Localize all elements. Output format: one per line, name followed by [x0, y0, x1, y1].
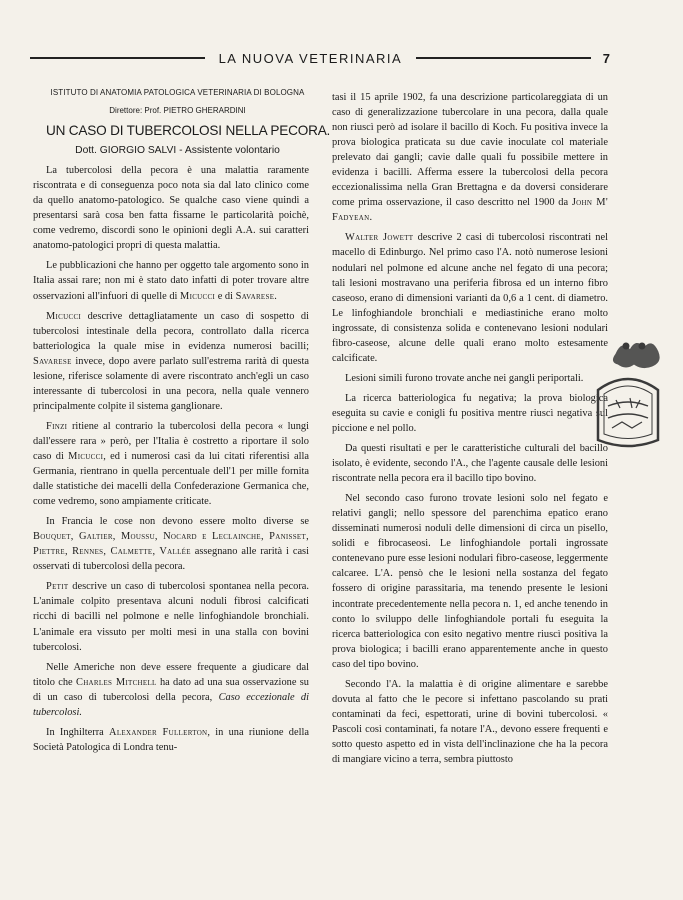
paragraph: Le pubblicazioni che hanno per oggetto tale argomento sono in Italia assai rare; non mi è stato dato infatti di poter trovare altre osservazioni all'infuori di quelle di Micucci e di Savarese.: [33, 260, 309, 302]
article-author: Dott. GIORGIO SALVI - Assistente volontario: [75, 145, 280, 157]
library-stamp-icon: [586, 332, 676, 450]
paragraph: Micucci descrive dettagliatamente un caso di sospetto di tubercolosi intestinale della pecora, controllato dalla ricerca batteriologica la quale mise in evidenza numerosi bacilli; Savarese invece, dopo avere parlato sull'estrema rarità di questa lesione, riferisce solamente di avere riscontrato anch'egli un caso interessante di tubercolosi in una pecora, nella quale vennero principalmente colpite il sistema ganglionare.: [33, 310, 309, 412]
cited-author: Micucci: [68, 450, 104, 462]
cited-author: Alexander Fullerton: [109, 726, 208, 738]
paragraph: tasi il 15 aprile 1902, fa una descrizione particolareggiata di un caso di generalizzazione tubercolare in una pecora, dalla quale non riuscì però ad isolare il bacillo di Koch. Fu positiva invece la prova biologica praticata su due cavie inoculate col materiale prelevato dai gangli; cavie dalle quali fu possibile mettere in evidenza i bacilli. Afferma essere la tubercolosi della pecora eccezionalissima nella Gran Brettagna e da doversi considerare come prima osservazione, il caso descritto nel 1900 da John M' Fadyean.: [332, 92, 608, 224]
cited-author: Savarese: [33, 355, 72, 367]
journal-title: LA NUOVA VETERINARIA: [218, 50, 403, 66]
paragraph: Lesioni simili furono trovate anche nei gangli periportali.: [345, 372, 584, 384]
running-header: [30, 46, 610, 70]
paragraph: La tubercolosi della pecora è una malattia raramente riscontrata e di conseguenza poco nota sia dal lato clinico come da quello anatomo-patologico. Se qualche caso viene quindi a presentarsi sarà cosa ben fatta fissarne le particolarità poichè, come vedremo, discordi sono le opinioni degli A.A. sui caratteri anatomo-patologici propri di questa malattia.: [33, 165, 309, 252]
cited-author: Petit: [46, 581, 69, 593]
paragraph: In Inghilterra Alexander Fullerton, in una riunione della Società Patologica di Londra tenu-: [33, 726, 309, 753]
cited-title: Caso eccezionale di tubercolosi.: [33, 691, 310, 718]
institute-line: ISTITUTO DI ANATOMIA PATOLOGICA VETERINARIA DI BOLOGNA: [50, 88, 305, 97]
paragraph: La ricerca batteriologica fu negativa; la prova biologica eseguita su cavie e conigli fu positiva mentre riuscì negativa sul piccione e nel pollo.: [332, 392, 608, 434]
paragraph: Da questi risultati e per le caratteristiche culturali del bacillo isolato, è evidente, secondo l'A., che l'agente causale delle lesioni riscontrate nella pecora era il bacillo tipo bovino.: [332, 443, 608, 485]
left-column: [33, 88, 331, 760]
page-number: 7: [602, 50, 610, 66]
paragraph: Nel secondo caso furono trovate lesioni solo nel fegato e relativi gangli; nello spessore del parenchima epatico erano disseminati numerosi noduli delle dimensioni di circa un pisello, solidi e fibrocaseosi. Le linfoghiandole portali ingrossate contenevano pure esse lesioni nodulari fibro-caseose, leggermente calcaree. L'A. pensò che le lesioni nella sostanza del fegato fossero di origine parassitaria, ma tenendo presente le lesioni incontrate precedentemente nella pecora n. 1, ed anche tenendo in conto lo sviluppo delle linfoghiandole portali fu eseguita la ricerca batteriologica con esito negativo mentre riuscì positiva la prova biologica; i bacilli erano apparentemente anche in questo caso del tipo bovino.: [332, 493, 608, 670]
header-rule-right: [416, 57, 591, 59]
cited-author: Micucci: [46, 310, 82, 322]
paragraph: Secondo l'A. la malattia è di origine alimentare e sarebbe dovuta al fatto che le pecore si infettano pascolando su prati contaminati da feci, espettorati, urine di bovini tubercolosi. « Pascoli così contaminati, fa notare l'A., devono essere frequenti e sotto questo aspetto ed in vista dell'inclinazione che ha la pecora di mangiare vicino a terra, sembra piuttosto: [332, 678, 608, 765]
article-title: UN CASO DI TUBERCOLOSI NELLA PECORA.: [46, 123, 331, 139]
paragraph: Nelle Americhe non deve essere frequente a giudicare dal titolo che Charles Mitchell ha dato ad una sua osservazione su di un caso di tubercolosi della pecora, Caso eccezionale di tubercolosi.: [33, 661, 310, 718]
right-column: [332, 90, 608, 772]
cited-author: Finzi: [46, 420, 68, 432]
cited-author: Charles Mitchell: [75, 676, 157, 688]
paragraph: Petit descrive un caso di tubercolosi spontanea nella pecora. L'animale colpito presentava alcuni noduli fibrosi calcificati ricchi di bacilli nel polmone e nelle linfoghiandole bronchiali. L'animale era vissuto per molti mesi in una stalla con bovini tubercolosi.: [33, 581, 309, 653]
paragraph: In Francia le cose non devono essere molto diverse se Bouquet, Galtier, Moussu, Nocard e Leclainche, Panisset, Piettre, Rennes, Calmette, Vallée assegnano alle rarità i casi osservati di tubercolosi della pecora.: [33, 516, 309, 573]
header-rule-left: [30, 57, 205, 59]
cited-author: John M' Fadyean: [332, 197, 608, 224]
paragraph: Finzi ritiene al contrario la tubercolosi della pecora « lungi dall'essere rara » però, per l'Italia è costretto a riportare il solo caso di Micucci, ed i numerosi casi da lui citati riferentisi alla Germania, rientrano in quella percentuale dell'1 per mille fornita dalle statistiche dei macelli della Confederazione Germanica che, come vedremo, sono ampiamente criticate.: [33, 420, 309, 508]
cited-author: Savarese: [235, 290, 275, 302]
cited-author: Micucci: [180, 290, 216, 302]
cited-authors: Bouquet, Galtier, Moussu, Nocard e Leclainche, Panisset, Piettre, Rennes, Calmette, Vallée: [33, 531, 309, 558]
director-line: Direttore: Prof. PIETRO GHERARDINI: [109, 106, 246, 115]
cited-author: Walter Jowett: [345, 232, 414, 244]
paragraph: Walter Jowett descrive 2 casi di tubercolosi riscontrati nel macello di Edinburgo. Nel primo caso l'A. notò numerose lesioni nodulari nel polmone ed alcune anche nel fegato di una pecora; tali lesioni mostravano una periferia fibrosa ed un interno fibro caseoso, erano di dimensioni varianti da 0,6 a 1 cent. di diametro. Le linfoghiandole bronchiali e mediastiniche erano molto ingrossate, di consistenza solida e contenevano lesioni nodulari fibro-caseose, alcune delle quali erano molto estesamente calcificate.: [332, 232, 608, 364]
